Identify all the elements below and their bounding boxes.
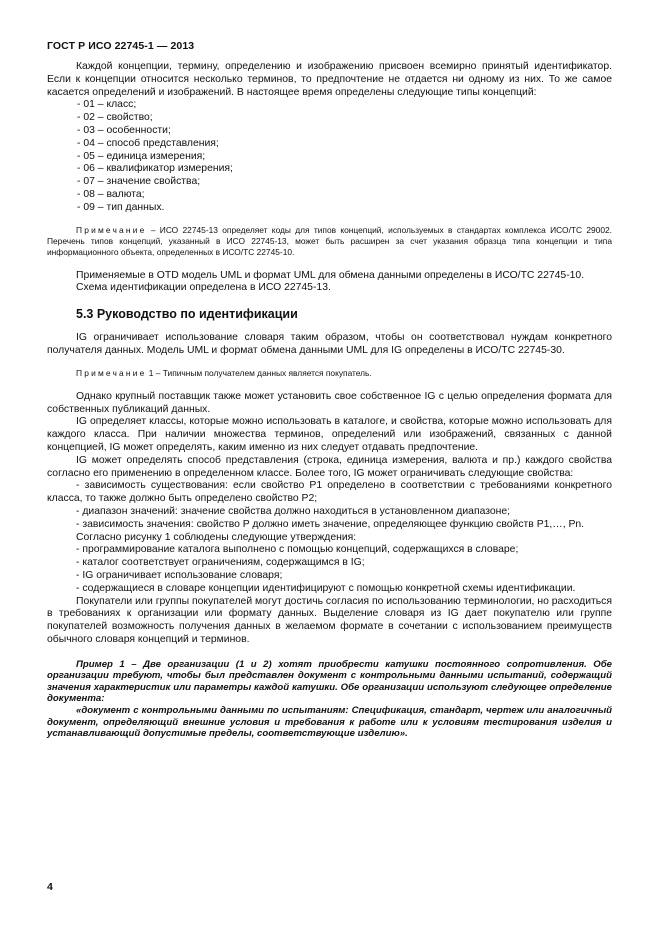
scheme-paragraph: Схема идентификации определена в ИСО 22745-13. [76, 282, 331, 294]
document-header: ГОСТ Р ИСО 22745-1 — 2013 [47, 40, 195, 52]
page-number: 4 [47, 881, 53, 893]
note-label: Примечание [76, 224, 147, 235]
example-paragraph-1: Пример 1 – Две организации (1 и 2) хотят приобрести катушки постоянного сопротивления. Обе организации требуют, чтобы был представлен документ с контрольными данными испытаний, содержащий значения характеристик или параметры каждой катушки. Обе организации используют следующее определение документа: [47, 658, 612, 705]
list-item: - 01 – класс; [77, 99, 137, 111]
statement-item: - содержащиеся в словаре концепции идентифицируют с помощью конкретной схемы идентификации. [76, 582, 576, 594]
section-paragraph-5: Согласно рисунку 1 соблюдены следующие утверждения: [76, 531, 357, 543]
list-item: - 06 – квалификатор измерения; [77, 163, 233, 175]
list-item: - 08 – валюта; [77, 188, 145, 200]
section-paragraph-4: IG может определять способ представления (строка, единица измерения, валюта и пр.) каждого свойства согласно его применению в определенном классе. Более того, IG может ограничивать следующие свойства: [47, 454, 612, 479]
note-text: – ИСО 22745-13 определяет коды для типов концепций, используемых в стандартах комплекса ИСО/ТС 29002. Перечень типов концепций, указанный в ИСО 22745-13, может быть расширен за счет указания образца типа концепции и типа информационного объекта, определенных в ИСО/ТС 22745-10. [47, 224, 612, 257]
constraint-item: - зависимость значения: свойство P должно иметь значение, определяющее функцию свойств P1,…, Pn. [76, 518, 585, 530]
constraint-item: - зависимость существования: если свойство P1 определено в соответствии с требованиями конкретного класса, то также должно быть определено свойство P2; [47, 480, 612, 505]
section-paragraph-2: Однако крупный поставщик также может установить свое собственное IG с целью определения формата для собственных публикаций данных. [47, 390, 612, 415]
list-item: - 07 – значение свойства; [77, 176, 201, 188]
example-paragraph-2: «документ с контрольными данными по испытаниям: Спецификация, стандарт, чертеж или аналогичный документ, определяющий внешние условия и требования к работе или к условиям тестирования изделия и устанавливающий допустимые пределы, соответствующие изделию». [47, 705, 612, 740]
list-item: - 04 – способ представления; [77, 137, 219, 149]
statement-item: - каталог соответствует ограничениям, содержащимся в IG; [76, 557, 365, 569]
section-heading: 5.3 Руководство по идентификации [76, 307, 298, 322]
otd-paragraph: Применяемые в OTD модель UML и формат UML для обмена данными определены в ИСО/ТС 22745-10. [76, 269, 585, 281]
note-label: Примечание [76, 367, 147, 378]
list-item: - 09 – тип данных. [77, 201, 165, 213]
section-paragraph-1: IG ограничивает использование словаря таким образом, чтобы он соответствовал нуждам конкретного получателя данных. Модель UML и формат обмена данными UML для IG определены в ИСО/ТС 22745-30. [47, 332, 612, 356]
section-note [47, 368, 612, 379]
list-item: - 03 – особенности; [77, 124, 171, 136]
note-1 [47, 225, 612, 258]
section-paragraph-6: Покупатели или группы покупателей могут достичь согласия по использованию терминологии, но расходиться в требованиях к организации или формату данных. Выделение словаря из IG дает покупателю или группе покупателей возможность получения данных в желаемом формате в сочетании с использованием преимуществ обычного словаря концепций и терминов. [47, 595, 612, 645]
concept-types-list [47, 99, 612, 214]
section-paragraph-3: IG определяет классы, которые можно использовать в каталоге, и свойства, которые можно использовать для каждого класса. При наличии множества терминов, определений или изображений, связанных с данной концепцией, IG может определять, каким именно из них следует отдавать предпочтение. [47, 416, 612, 453]
note-text: 1 – Типичным получателем данных является покупатель. [146, 367, 372, 378]
statement-item: - IG ограничивает использование словаря; [76, 569, 283, 581]
intro-paragraph: Каждой концепции, термину, определению и изображению присвоен всемирно принятый идентификатор. Если к концепции относится несколько терминов, то предпочтение не отдается ни одному из них. То же самое касается определений и изображений. В настоящее время определены следующие типы концепций: [47, 61, 612, 98]
list-item: - 02 – свойство; [77, 112, 153, 124]
list-item: - 05 – единица измерения; [77, 150, 206, 162]
constraint-item: - диапазон значений: значение свойства должно находиться в установленном диапазоне; [76, 505, 511, 517]
statement-item: - программирование каталога выполнено с помощью концепций, содержащихся в словаре; [76, 544, 519, 556]
page-content [47, 61, 612, 740]
